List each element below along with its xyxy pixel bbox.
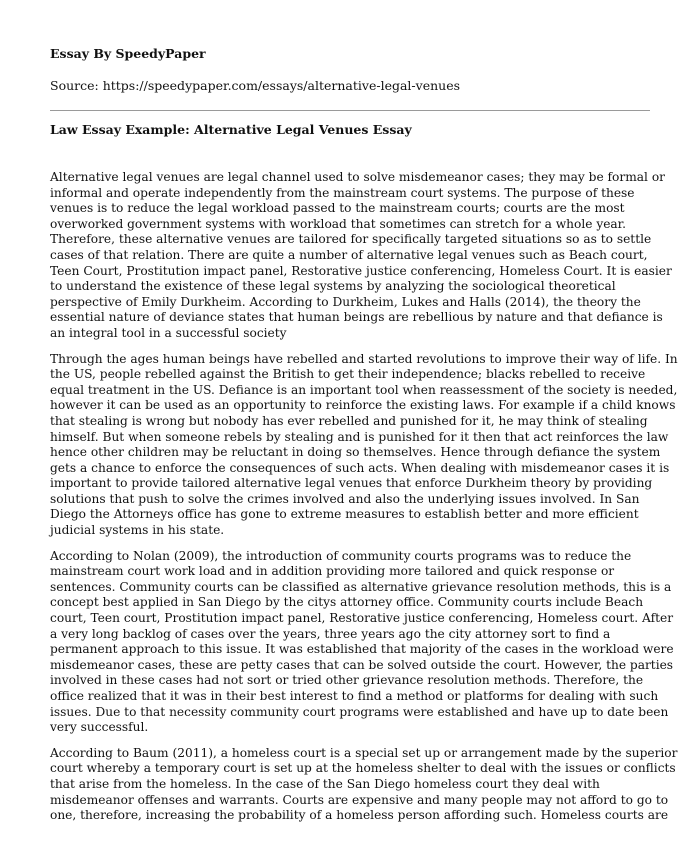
paragraph-line: important to provide tailored alternative legal venues that enforce Durkheim theory by providing: [50, 476, 653, 491]
essay-paragraph: [50, 170, 672, 342]
essay-body: [50, 170, 678, 834]
paragraph-line: however it can be used as an opportunity to reinforce the existing laws. For example if a child knows: [50, 398, 676, 413]
paragraph-line: According to Nolan (2009), the introduction of community courts programs was to reduce the: [50, 548, 632, 563]
paragraph-line: According to Baum (2011), a homeless court is a special set up or arrangement made by the superior: [50, 745, 678, 760]
paragraph-line: Teen Court, Prostitution impact panel, Restorative justice conferencing, Homeless Court. It is easier: [50, 263, 672, 278]
essay-title: Law Essay Example: Alternative Legal Venues Essay: [50, 122, 412, 137]
paragraph-line: an integral tool in a successful society: [50, 325, 287, 340]
paragraph-line: permanent approach to this issue. It was established that majority of the cases in the workload were: [50, 642, 674, 657]
paragraph-line: Therefore, these alternative venues are tailored for specifically targeted situations so as to settle: [50, 232, 652, 247]
paragraph-line: himself. But when someone rebels by stealing and is punished for it then that act reinforces the law: [50, 429, 669, 444]
paragraph-line: Alternative legal venues are legal channel used to solve misdemeanor cases; they may be formal or: [50, 170, 665, 184]
paragraph-line: hence other children may be reluctant in doing so themselves. Hence through defiance the system: [50, 445, 661, 460]
source-url: https://speedypaper.com/essays/alternative-legal-venues: [102, 78, 461, 93]
paragraph-line: one, therefore, increasing the probability of a homeless person affording such. Homeless courts are: [50, 808, 669, 823]
paragraph-line: judicial systems in his state.: [50, 523, 225, 538]
paragraph-line: Diego the Attorneys office has gone to extreme measures to establish better and more efficient: [50, 507, 639, 522]
paragraph-line: court, Teen court, Prostitution impact panel, Restorative justice conferencing, Homeless court. After: [50, 611, 674, 626]
paragraph-line: equal treatment in the US. Defiance is an important tool when reassessment of the society is needed,: [50, 382, 678, 397]
paragraph-line: essential nature of deviance states that human beings are rebellious by nature and that defiance is: [50, 310, 663, 325]
paragraph-line: the US, people rebelled against the British to get their independence; blacks rebelled to receive: [50, 367, 646, 382]
paragraph-line: to understand the existence of these legal systems by analyzing the sociological theoretical: [50, 279, 616, 294]
paragraph-line: mainstream court work load and in addition providing more tailored and quick response or: [50, 564, 615, 579]
paragraph-line: that arise from the homeless. In the case of the San Diego homeless court they deal with: [50, 776, 600, 791]
essay-paragraph: [50, 548, 674, 736]
paragraph-line: misdemeanor cases, these are petty cases that can be solved outside the court. However, the parties: [50, 657, 674, 672]
paragraph-line: overworked government systems with workload that sometimes can stretch for a whole year.: [50, 216, 627, 231]
source-line: [50, 78, 460, 93]
paragraph-line: sentences. Community courts can be classified as alternative grievance resolution methods, this is a: [50, 579, 672, 594]
paragraph-line: Through the ages human beings have rebelled and started revolutions to improve their way of life. In: [50, 351, 678, 366]
paragraph-line: venues is to reduce the legal workload passed to the mainstream courts; courts are the most: [50, 201, 625, 216]
paragraph-line: cases of that relation. There are quite a number of alternative legal venues such as Beach court,: [50, 247, 648, 262]
paragraph-line: office realized that it was in their best interest to find a method or platforms for dealing with such: [50, 689, 659, 703]
paragraph-line: a very long backlog of cases over the years, three years ago the city attorney sort to find a: [50, 626, 611, 641]
paragraph-line: solutions that push to solve the crimes involved and also the underlying issues involved. In San: [50, 491, 640, 506]
paragraph-line: concept best applied in San Diego by the citys attorney office. Community courts include Beach: [50, 595, 644, 610]
paragraph-line: involved in these cases had not sort or tried other grievance resolution methods. Therefore, the: [50, 673, 644, 688]
paragraph-line: perspective of Emily Durkheim. According to Durkheim, Lukes and Halls (2014), the theory the: [50, 294, 641, 309]
paragraph-line: court whereby a temporary court is set up at the homeless shelter to deal with the issues or conflicts: [50, 761, 676, 776]
paragraph-line: informal and operate independently from the mainstream court systems. The purpose of these: [50, 185, 635, 200]
document-header-title: Essay By SpeedyPaper: [50, 46, 206, 61]
source-label: Source:: [50, 78, 103, 93]
essay-paragraph: [50, 351, 678, 539]
paragraph-line: that stealing is wrong but nobody has ever rebelled and punished for it, he may think of stealing: [50, 413, 648, 428]
paragraph-line: very successful.: [50, 720, 149, 735]
paragraph-line: gets a chance to enforce the consequences of such acts. When dealing with misdemeanor cases it is: [50, 460, 670, 475]
essay-paragraph: [50, 745, 678, 824]
paragraph-line: misdemeanor offenses and warrants. Courts are expensive and many people may not afford to go to: [50, 792, 669, 807]
paragraph-line: issues. Due to that necessity community court programs were established and have up to date been: [50, 704, 669, 719]
header-divider: [50, 110, 650, 111]
